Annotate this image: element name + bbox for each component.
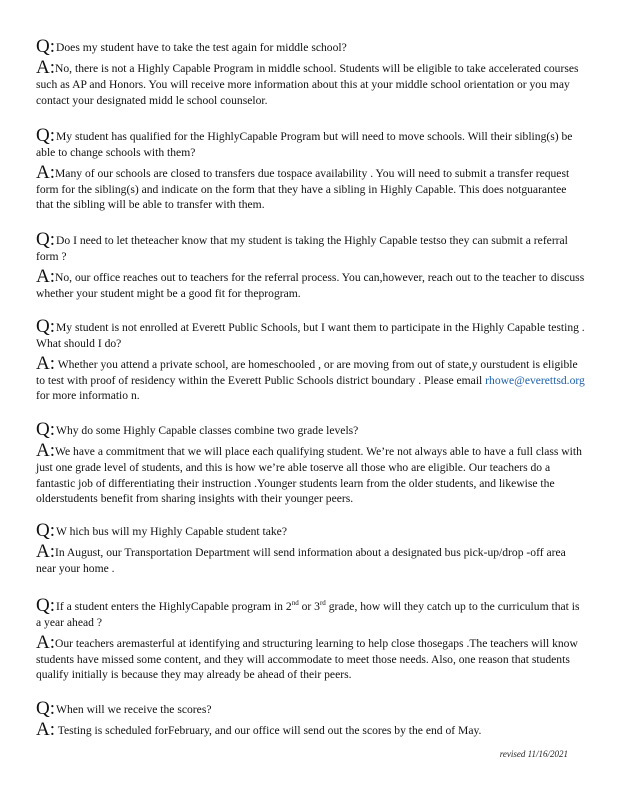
question — [36, 700, 586, 718]
question-text: My student is not enrolled at Everett Public Schools, but I want them to participate in the Highly Capable testing . What should I do? — [36, 321, 585, 350]
a-marker: A: — [36, 440, 55, 461]
email-link[interactable]: rhowe@everettsd.org — [485, 373, 585, 387]
question-text: My student has qualified for the HighlyCapable Program but will need to move schools. Will their sibling(s) be able to change schools with them? — [36, 130, 573, 159]
faq-item — [36, 38, 586, 108]
q-marker: Q: — [36, 125, 55, 146]
answer-text: Whether you attend a private school, are homeschooled , or are moving from out of state,y ourstudent is eligible to test with proof of residency within the Everett Public Schools district boundary . Please email — [36, 357, 578, 387]
answer-text: Our teachers aremasterful at identifying and structuring learning to help close thosegaps .The teachers will know students have missed some content, and they will accommodate to meet those needs. Also, one reason that students qualify initially is because they may already be ahead of their peers. — [36, 636, 578, 681]
answer — [36, 265, 586, 302]
question-text-end: grade, how will they catch up to the curriculum that is a year ahead ? — [36, 600, 580, 629]
answer — [36, 352, 586, 404]
q-marker: Q: — [36, 595, 55, 616]
answer-text: We have a commitment that we will place each qualifying student. We’re not always able to have a full class with just one grade level of students, and this is how we’re able toserve all those who are eligible. Our teachers do a fantastic job of differentiating their instruction .Younger students learn from the older students, and likewise the olderstudents benefit from sharing insights with their younger peers. — [36, 445, 582, 505]
answer-text-end: for more informatio n. — [36, 389, 140, 402]
answer-text: Testing is scheduled forFebruary, and our office will send out the scores by the end of May. — [55, 724, 482, 737]
q-marker: Q: — [36, 419, 55, 440]
question-text: Why do some Highly Capable classes combine two grade levels? — [56, 424, 359, 437]
ordinal-suffix: rd — [319, 599, 326, 607]
a-marker: A: — [36, 161, 55, 183]
revision-date: revised 11/16/2021 — [499, 749, 568, 759]
a-marker: A: — [36, 631, 55, 653]
ordinal-suffix: nd — [291, 599, 299, 607]
question-text: Do I need to let theteacher know that my student is taking the Highly Capable testso they can submit a referral form ? — [36, 234, 568, 263]
question — [36, 38, 586, 56]
a-marker: A: — [36, 352, 55, 374]
answer — [36, 721, 586, 739]
faq-item — [36, 231, 586, 301]
question-text: If a student enters the HighlyCapable program in 2 — [56, 600, 292, 613]
question — [36, 231, 586, 265]
answer-text: In August, our Transportation Department will send information about a designated bus pick-up/drop -off area near your home . — [36, 546, 566, 575]
faq-item — [36, 127, 586, 213]
faq-item — [36, 700, 586, 739]
question — [36, 597, 586, 631]
q-marker: Q: — [36, 316, 55, 337]
a-marker: A: — [36, 719, 55, 740]
question — [36, 421, 586, 439]
question-text: Does my student have to take the test again for middle school? — [56, 41, 347, 54]
question — [36, 522, 586, 540]
question-text-mid: or 3 — [298, 600, 320, 613]
question-text: When will we receive the scores? — [56, 703, 212, 716]
faq-item — [36, 597, 586, 683]
q-marker: Q: — [36, 698, 55, 719]
a-marker: A: — [36, 541, 55, 562]
answer-text: No, our office reaches out to teachers for the referral process. You can,however, reach out to the teacher to discuss whether your student might be a good fit for theprogram. — [36, 270, 585, 300]
answer — [36, 59, 586, 108]
a-marker: A: — [36, 57, 55, 78]
answer — [36, 631, 586, 683]
answer — [36, 543, 586, 577]
a-marker: A: — [36, 265, 55, 287]
faq-item — [36, 318, 586, 404]
answer — [36, 442, 586, 507]
answer — [36, 161, 586, 213]
q-marker: Q: — [36, 36, 55, 57]
q-marker: Q: — [36, 520, 55, 541]
faq-item — [36, 421, 586, 507]
question — [36, 318, 586, 352]
answer-text: No, there is not a Highly Capable Program in middle school. Students will be eligible to take accelerated courses such as AP and Honors. You will receive more information about this at your middle school orientation or you may contact your designated midd le school counselor. — [36, 62, 579, 107]
answer-text: Many of our schools are closed to transfers due tospace availability . You will need to submit a transfer request form for the sibling(s) and indicate on the form that they have a sibling in Highly Capable. This does notguarantee that the sibling will be able to transfer with them. — [36, 166, 570, 211]
question-text: W hich bus will my Highly Capable student take? — [56, 525, 287, 538]
faq-item — [36, 522, 586, 577]
question — [36, 127, 586, 161]
q-marker: Q: — [36, 229, 55, 250]
